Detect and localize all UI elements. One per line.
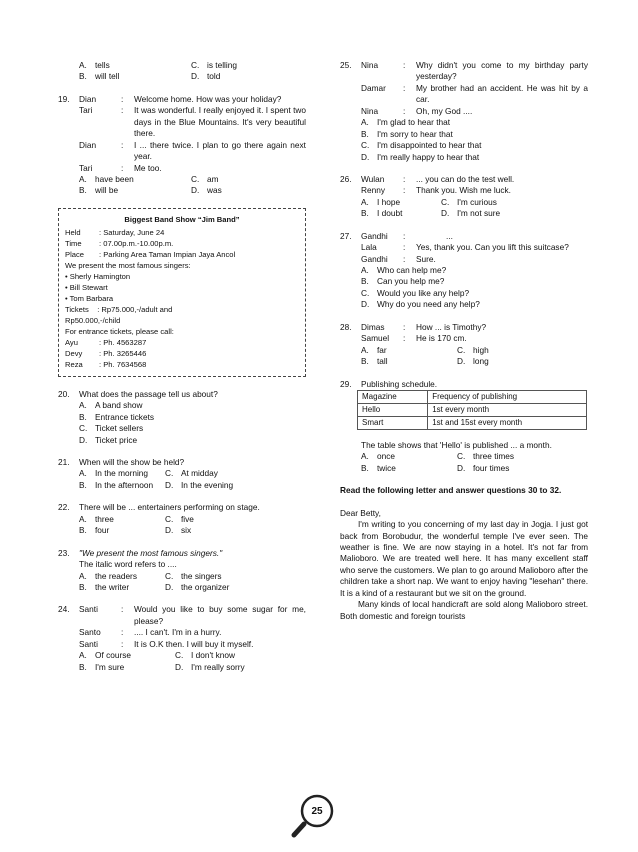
option-b[interactable]: Entrance tickets — [95, 411, 155, 422]
option-c[interactable]: Would you like any help? — [377, 287, 470, 298]
option-d[interactable]: the organizer — [181, 581, 230, 592]
singer-item: • Tom Barbara — [65, 293, 114, 303]
announcement-title: Biggest Band Show “Jim Band” — [124, 214, 240, 224]
question-number: 19. — [58, 93, 70, 104]
option-c[interactable]: I don't know — [191, 650, 236, 661]
page-number: 25 — [311, 806, 323, 817]
option-d[interactable]: told — [207, 71, 221, 82]
option-c[interactable]: I'm curious — [457, 196, 497, 207]
option-a[interactable]: In the morning — [95, 468, 149, 479]
question-22: 22. There will be ... entertainers performing on stage. A. three C. five B. four D. six — [58, 502, 306, 536]
option-c[interactable]: is telling — [207, 60, 237, 70]
option-b[interactable]: tall — [377, 356, 388, 367]
question-26: 26. Wulan : ... you can do the test well. Renny : Thank you. Wish me luck. A. I hope C. I'm curious B. I doubt D. I'm not sure — [340, 174, 588, 220]
option-d[interactable]: I'm really happy to hear that — [377, 151, 480, 162]
option-b[interactable]: four — [95, 525, 110, 536]
option-d[interactable]: long — [473, 356, 489, 367]
question-23: 23. "We present the most famous singers." The italic word refers to .... A. the readers C. the singers B. the writer D. the organizer — [58, 548, 306, 594]
option-d[interactable]: Ticket price — [95, 434, 138, 445]
option-a[interactable]: have been — [95, 173, 134, 184]
question-29: 29. Publishing schedule. Magazine Frequency of publishing Hello 1st every month Smart 1st and 15st every month The table shows that 'Hello' is published ... a month. A. once C. three times B. twice D. four times — [340, 379, 588, 475]
option-a[interactable]: far — [377, 344, 387, 355]
question-19: 19. Dian : Welcome home. How was your holiday? Tari : It was wonderful. I really enjoyed it. I spent two days in the Blue Mountains. It's very beautiful there. Dian : I ... there twice. I plan to go there again next year. Tari : Me too. A. have been C. am B. will be D. was — [58, 93, 306, 196]
publishing-table: Magazine Frequency of publishing Hello 1st every month Smart 1st and 15st every month — [357, 390, 587, 430]
option-c[interactable]: three times — [473, 451, 515, 462]
option-d[interactable]: was — [207, 185, 222, 196]
option-d[interactable]: I'm not sure — [457, 208, 501, 219]
question-18-options: A. tells C. is telling B. will tell D. told — [58, 60, 306, 83]
question-20: 20. What does the passage tell us about? A. A band show B. Entrance tickets C. Ticket sellers D. Ticket price — [58, 388, 218, 445]
letter — [340, 508, 588, 622]
option-c[interactable]: Ticket sellers — [95, 423, 144, 434]
option-b[interactable]: I'm sorry to hear that — [377, 128, 453, 139]
option-a[interactable]: I'm glad to hear that — [377, 117, 451, 128]
question-24: 24. Santi : Would you like to buy some sugar for me, please? Santo : .... I can't. I'm in a hurry. Santi : It is O.K then. I will buy it myself. A. Of course C. I don't know B. I'm sure D. I'm really sorry — [58, 604, 306, 672]
option-b[interactable]: In the afternoon — [95, 479, 154, 490]
option-a[interactable]: I hope — [377, 196, 401, 207]
question-27: 27. Gandhi : ... Lala : Yes, thank you. Can you lift this suitcase? Gandhi : Sure. A. Who can help me? B. Can you help me? C. Would you like any help? D. Why do you need any help? — [340, 230, 569, 310]
option-c[interactable]: high — [473, 344, 489, 355]
option-a[interactable]: A band show — [95, 400, 143, 411]
option-c[interactable]: At midday — [181, 468, 218, 479]
option-b[interactable]: twice — [377, 462, 396, 473]
option-d[interactable]: I'm really sorry — [191, 661, 245, 672]
question-21: 21. When will the show be held? A. In the morning C. At midday B. In the afternoon D. In the evening — [58, 457, 306, 491]
option-a[interactable]: tells — [95, 60, 110, 70]
option-b[interactable]: Can you help me? — [377, 276, 445, 287]
left-column — [58, 60, 306, 684]
option-c[interactable]: am — [207, 173, 219, 184]
option-a[interactable]: Of course — [95, 650, 131, 661]
option-b[interactable]: I doubt — [377, 208, 403, 219]
right-column — [340, 60, 588, 622]
option-c[interactable]: five — [181, 513, 194, 524]
option-b[interactable]: I'm sure — [95, 661, 125, 672]
option-c[interactable]: the singers — [181, 570, 222, 581]
page-number-badge — [290, 792, 336, 838]
letter-paragraph: Many kinds of local handicraft are sold along Malioboro street. Both domestic and foreign tourists — [340, 599, 588, 621]
option-b[interactable]: will tell — [95, 71, 120, 82]
option-b[interactable]: the writer — [95, 581, 130, 592]
option-a[interactable]: the readers — [95, 570, 137, 581]
question-28: 28. Dimas : How ... is Timothy? Samuel : He is 170 cm. A. far C. high B. tall D. long — [340, 322, 588, 368]
option-a[interactable]: three — [95, 513, 114, 524]
letter-instruction: Read the following letter and answer questions 30 to 32. — [340, 485, 562, 496]
band-show-announcement: Biggest Band Show “Jim Band” Held : Saturday, June 24 Time : 07.00p.m.-10.00p.m. Place : Parking Area Taman Impian Jaya Ancol We present the most famous singers: • Sherly Hamington • Bill Stewart • Tom Barbara Tickets : Rp75.000,-/adult and Rp50.000,-/child For entrance tickets, please call: Ayu : Ph. 4563287 Devy : Ph. 3265446 Reza : Ph. 7634568 — [58, 208, 306, 377]
option-c[interactable]: I'm disappointed to hear that — [377, 140, 482, 151]
letter-greeting: Dear Betty, — [340, 507, 381, 518]
option-d[interactable]: In the evening — [181, 479, 234, 490]
option-d[interactable]: six — [181, 525, 192, 536]
singer-item: • Bill Stewart — [65, 282, 108, 292]
option-b[interactable]: will be — [95, 185, 119, 196]
option-a[interactable]: Who can help me? — [377, 265, 447, 275]
option-d[interactable]: four times — [473, 462, 510, 473]
option-a[interactable]: once — [377, 451, 395, 462]
question-25: 25. Nina : Why didn't you come to my birthday party yesterday? Damar : My brother had an accident. He was hit by a car. Nina : Oh, my God .... A. I'm glad to hear that B. I'm sorry to hear that C. I'm disappointed to hear that D. I'm really happy to hear that — [340, 60, 588, 162]
singer-item: • Sherly Hamington — [65, 271, 131, 281]
option-d[interactable]: Why do you need any help? — [377, 299, 480, 310]
letter-paragraph: I'm writing to you concerning of my last day in Jogja. I just got back from Borobudur, the wonderful temple I've ever seen. The weather is fine. We are now staying in a hotel. It's not far from Malioboro. We are treated well here. It has many excellent staff who serve the customers. We plan to go around Malioboro after the children take a short nap. We want to enjoy having "lesehan" there. It is a kind of a restaurant but we sit on the ground. — [340, 519, 588, 598]
